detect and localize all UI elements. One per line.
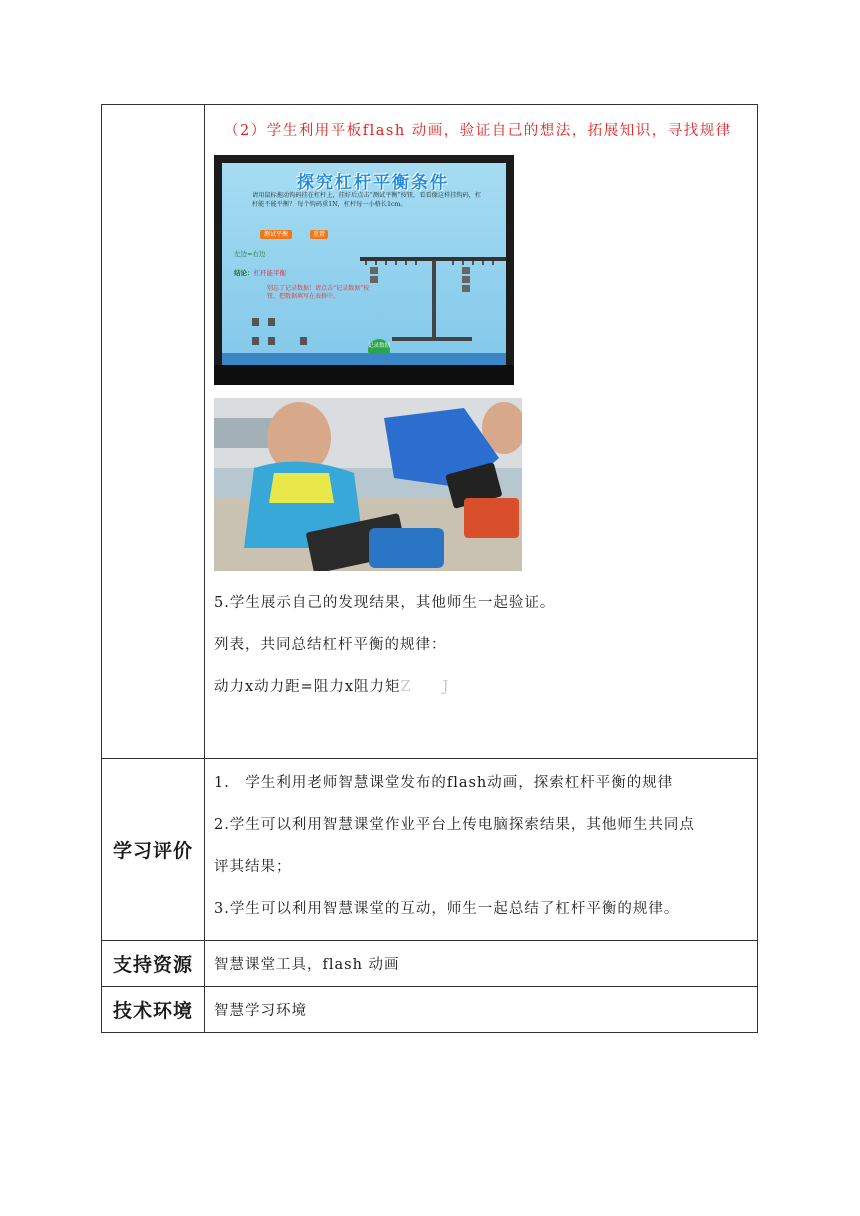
lever-base [392, 337, 472, 341]
test-balance-button[interactable]: 测试平衡 [260, 230, 292, 239]
reset-button[interactable]: 重置 [310, 230, 328, 239]
evaluation-row [102, 759, 758, 941]
evaluation-item-2b: 评其结果； [214, 859, 292, 875]
flash-control-bar [222, 353, 506, 365]
evaluation-content [205, 759, 758, 941]
lesson-table [101, 104, 758, 1033]
lever-stand [432, 260, 436, 338]
evaluation-item-1: 1. 学生利用老师智慧课堂发布的flash动画，探索杠杆平衡的规律 [214, 775, 674, 791]
resources-value: 智慧课堂工具，flash 动画 [214, 957, 400, 973]
flash-instructions: 请用鼠标拖动钩码挂在杠杆上，挂好后点击“测试平衡”按钮，看看像这样挂钩码，杠杆能不能平衡？ 每个钩码重1N，杠杆每一小格长1cm。 [252, 192, 482, 208]
activity-content-cell [205, 105, 758, 759]
record-data-button[interactable]: 记录数据 [368, 339, 390, 361]
resources-row [102, 941, 758, 987]
environment-value: 智慧学习环境 [214, 1003, 307, 1019]
weights-left [370, 267, 378, 283]
weights-right [462, 267, 470, 292]
activity-label-cell [102, 105, 205, 759]
flash-animation-screenshot [214, 155, 514, 385]
flash-conclusion: 结论：杠杆能平衡 [234, 269, 286, 277]
left-right-equation: 左边=右边 [234, 250, 266, 258]
evaluation-item-2a: 2.学生可以利用智慧课堂作业平台上传电脑探索结果，其他师生共同点 [214, 817, 695, 833]
paragraph-list: 列表，共同总结杠杆平衡的规律： [214, 637, 447, 653]
activity-row [102, 105, 758, 759]
spare-weights [252, 318, 307, 345]
paragraph-5: 5.学生展示自己的发现结果，其他师生一起验证。 [214, 595, 556, 611]
evaluation-label: 学习评价 [102, 759, 205, 941]
environment-row [102, 987, 758, 1033]
lever-diagram [222, 163, 506, 365]
environment-label: 技术环境 [102, 987, 205, 1033]
step-2-heading: （2）学生利用平板flash 动画，验证自己的想法，拓展知识，寻找规律 [224, 123, 732, 139]
paragraph-formula: 动力x动力距=阻力x阻力矩Z J [214, 679, 450, 695]
flash-title: 探究杠杆平衡条件 [297, 173, 449, 193]
evaluation-item-3: 3.学生可以利用智慧课堂的互动，师生一起总结了杠杆平衡的规律。 [214, 901, 680, 917]
record-hint: 别忘了记录数据！请点击“记录数据”按钮，把数据填写在表格中。 [267, 285, 370, 300]
tablet-case [369, 528, 444, 568]
students-using-tablets-photo [214, 398, 522, 571]
resources-label: 支持资源 [102, 941, 205, 987]
